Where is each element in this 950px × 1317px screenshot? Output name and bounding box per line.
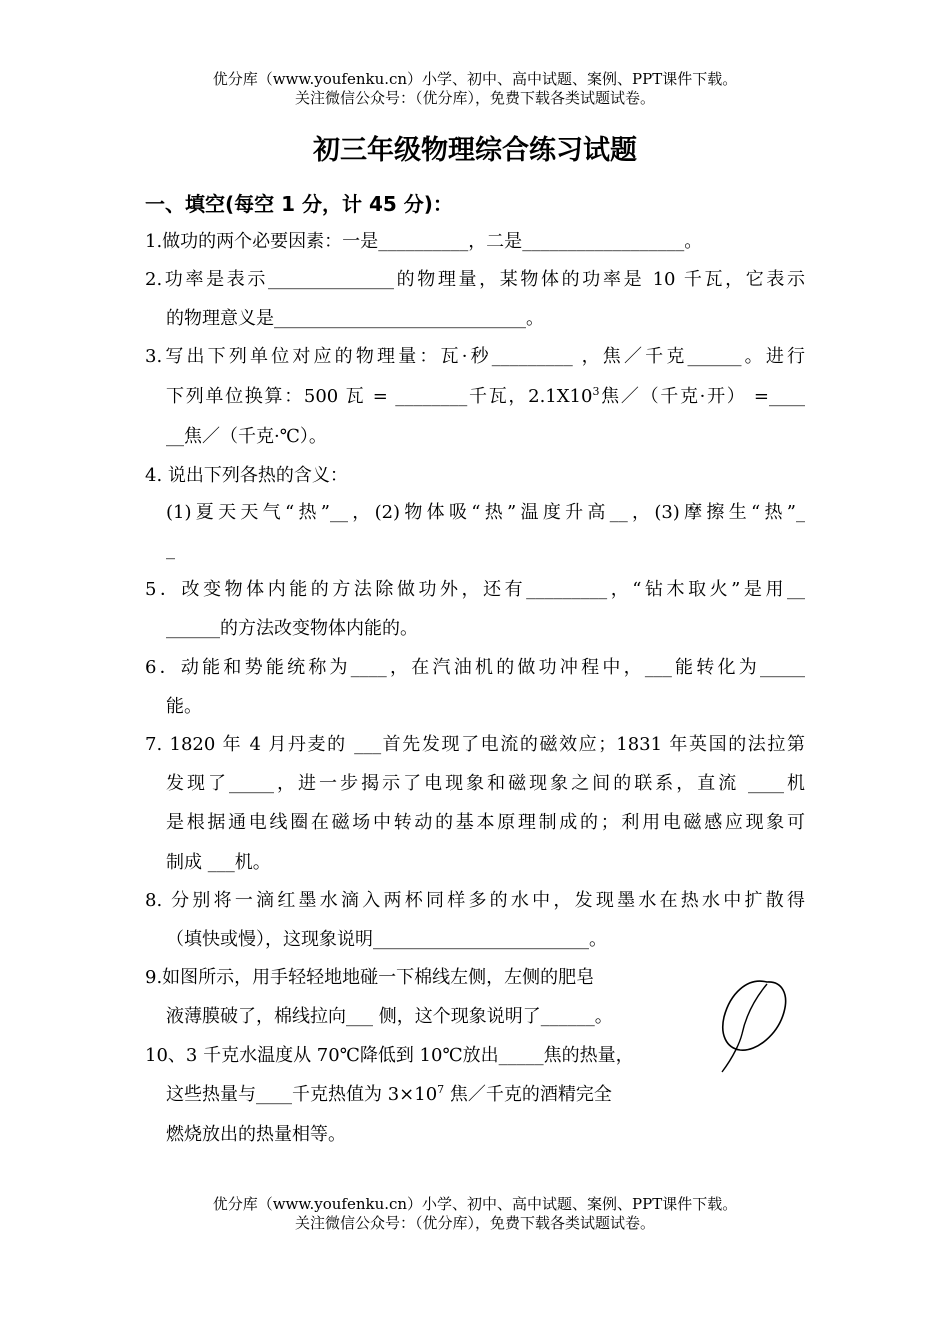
question-7-line-4: 制成 ___机。	[166, 852, 271, 873]
question-4-line-3: _	[166, 539, 175, 560]
soap-film-loop-figure	[712, 972, 792, 1077]
section-heading: 一、填空(每空 1 分，计 45 分)：	[145, 192, 453, 216]
question-10-line-2: 这些热量与____千克热值为 $3\times 10^7$ 焦／千克的酒精完全	[166, 1083, 612, 1105]
question-3-line-3: __焦／（千克·℃）。	[166, 426, 327, 447]
question-6-line-1: 6．动能和势能统称为____，在汽油机的做功冲程中，___能转化为_____	[145, 657, 805, 678]
question-8-line-2: （填快或慢），这现象说明________________________。	[166, 929, 607, 950]
question-3-line-2: 下列单位换算：500 瓦 = ________千瓦，$2.1X10^3$焦／（千克·开） =____	[166, 385, 805, 407]
page-title: 初三年级物理综合练习试题	[313, 135, 637, 166]
question-9-line-1: 9.如图所示，用手轻轻地地碰一下棉线左侧，左侧的肥皂	[145, 967, 595, 988]
cotton-thread	[722, 984, 767, 1072]
header-line-1: 优分库（www.youfenku.cn）小学、初中、高中试题、案例、PPT课件下载。	[212, 70, 738, 88]
question-9-line-2: 液薄膜破了，棉线拉向___ 侧，这个现象说明了______。	[166, 1006, 613, 1027]
question-10-line-1: 10、3 千克水温度从 70℃降低到 10℃放出_____焦的热量，	[145, 1045, 634, 1066]
header-line-2: 关注微信公众号：（优分库），免费下载各类试题试卷。	[294, 89, 655, 107]
question-8-line-1: 8. 分别将一滴红墨水滴入两杯同样多的水中，发现墨水在热水中扩散得	[145, 890, 805, 911]
question-6-line-2: 能。	[166, 696, 202, 717]
footer-line-1: 优分库（www.youfenku.cn）小学、初中、高中试题、案例、PPT课件下载。	[212, 1195, 738, 1213]
question-5-line-1: 5．改变物体内能的方法除做功外，还有_________，“钻木取火”是用__	[145, 579, 805, 600]
question-1: 1.做功的两个必要因素：一是__________，二是__________________。	[145, 231, 703, 252]
question-2-line-1: 2.功率是表示______________的物理量，某物体的功率是 10 千瓦，它表示	[145, 269, 805, 290]
question-3-line-1: 3.写出下列单位对应的物理量：瓦·秒_________ ，焦／千克______。进行	[145, 346, 805, 367]
question-7-line-3: 是根据通电线圈在磁场中转动的基本原理制成的；利用电磁感应现象可	[166, 812, 805, 833]
question-4-line-2: (1)夏天天气“热”__，(2)物体吸“热”温度升高__，(3)摩擦生“热”_	[166, 502, 805, 523]
question-7-line-2: 发现了_____，进一步揭示了电现象和磁现象之间的联系，直流 ____机	[166, 773, 805, 794]
question-2-line-2: 的物理意义是____________________________。	[166, 308, 544, 329]
question-5-line-2: ______的方法改变物体内能的。	[166, 618, 418, 639]
question-4-line-1: 4. 说出下列各热的含义：	[145, 465, 348, 486]
footer-line-2: 关注微信公众号：（优分库），免费下载各类试题试卷。	[294, 1214, 655, 1232]
header-banner	[0, 70, 950, 108]
footer-banner	[0, 1195, 950, 1233]
question-10-line-3: 燃烧放出的热量相等。	[166, 1124, 346, 1145]
wire-ring	[723, 981, 786, 1050]
question-7-line-1: 7. 1820 年 4 月丹麦的 ___首先发现了电流的磁效应；1831 年英国的法拉第	[145, 734, 806, 755]
